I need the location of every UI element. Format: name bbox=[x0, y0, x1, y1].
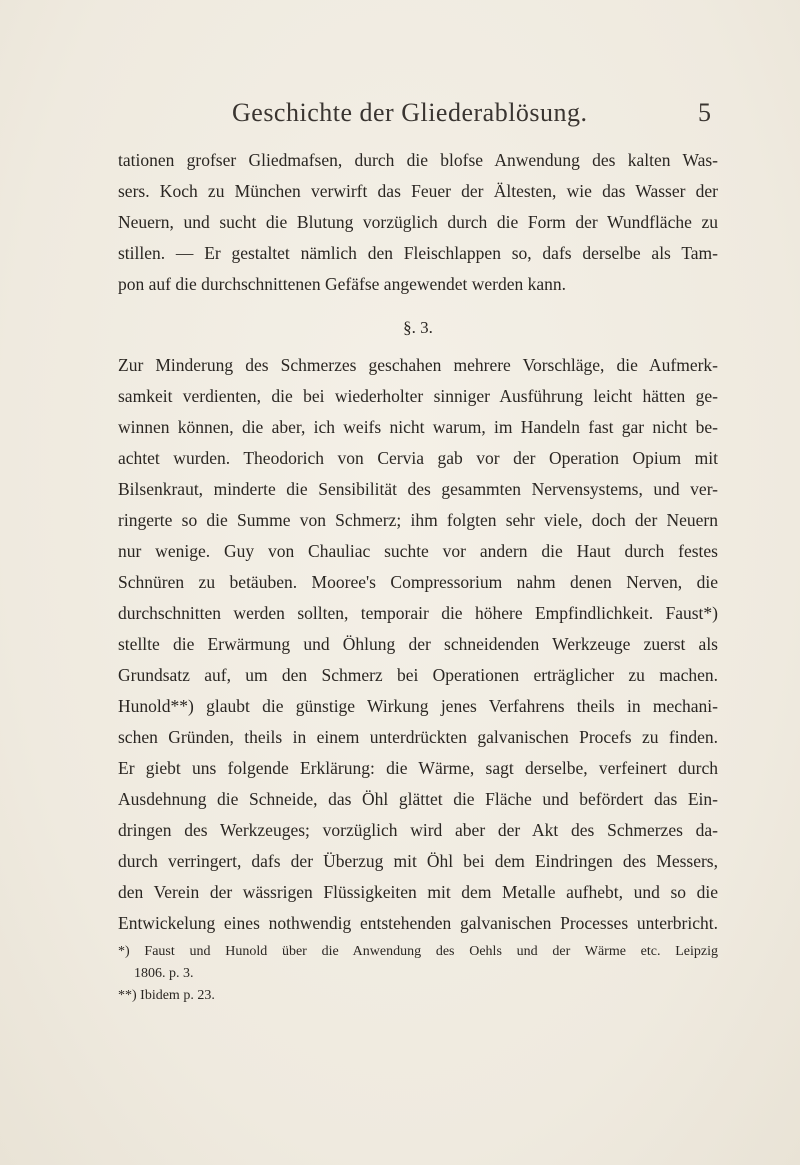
section-heading bbox=[118, 318, 718, 348]
text-line: dringen des Werkzeuges; vorzüglich wird aber der Akt des Schmerzes da- bbox=[118, 820, 718, 840]
text-line: Grundsatz auf, um den Schmerz bei Operationen erträglicher zu machen. bbox=[118, 665, 718, 685]
text-line: stillen. — Er gestaltet nämlich den Fleischlappen so, dafs derselbe als Tam- bbox=[118, 243, 718, 263]
footnote-1-continuation: 1806. p. 3. bbox=[134, 966, 194, 981]
text-line: Er giebt uns folgende Erklärung: die Wärme, sagt derselbe, verfeinert durch bbox=[118, 758, 718, 778]
text-line: durchschnitten werden sollten, temporair die höhere Empfindlichkeit. Faust*) bbox=[118, 603, 718, 623]
text-line: Bilsenkraut, minderte die Sensibilität des gesammten Nervensystems, und ver- bbox=[118, 479, 718, 499]
text-line: nur wenige. Guy von Chauliac suchte vor andern die Haut durch festes bbox=[118, 541, 718, 561]
running-head bbox=[0, 98, 800, 132]
text-line: Ausdehnung die Schneide, das Öhl glättet die Fläche und befördert das Ein- bbox=[118, 789, 718, 809]
text-line: Zur Minderung des Schmerzes geschahen mehrere Vorschläge, die Aufmerk- bbox=[118, 355, 718, 375]
text-line: Entwickelung eines nothwendig entstehenden galvanischen Processes unterbricht. bbox=[118, 913, 718, 933]
text-line: Schnüren zu betäuben. Mooree's Compressorium nahm denen Nerven, die bbox=[118, 572, 718, 592]
text-line: schen Gründen, theils in einem unterdrückten galvanischen Procefs zu finden. bbox=[118, 727, 718, 747]
text-line: den Verein der wässrigen Flüssigkeiten mit dem Metalle aufhebt, und so die bbox=[118, 882, 718, 902]
text-line: ringerte so die Summe von Schmerz; ihm folgten sehr viele, doch der Neuern bbox=[118, 510, 718, 530]
footnote-2: **) Ibidem p. 23. bbox=[118, 988, 215, 1003]
text-line: durch verringert, dafs der Überzug mit Öhl bei dem Eindringen des Messers, bbox=[118, 851, 718, 871]
page-number: 5 bbox=[698, 98, 711, 127]
footnote-1: *) Faust und Hunold über die Anwendung des Oehls und der Wärme etc. Leipzig bbox=[118, 944, 718, 959]
running-title: Geschichte der Gliederablösung. bbox=[232, 98, 588, 127]
section-mark: §. 3. bbox=[403, 318, 433, 337]
text-line: stellte die Erwärmung und Öhlung der schneidenden Werkzeuge zuerst als bbox=[118, 634, 718, 654]
text-line: tationen grofser Gliedmafsen, durch die blofse Anwendung des kalten Was- bbox=[118, 150, 718, 170]
text-line: samkeit verdienten, die bei wiederholter sinniger Ausführung leicht hätten ge- bbox=[118, 386, 718, 406]
text-line: Neuern, und sucht die Blutung vorzüglich durch die Form der Wundfläche zu bbox=[118, 212, 718, 232]
text-line: achtet wurden. Theodorich von Cervia gab vor der Operation Opium mit bbox=[118, 448, 718, 468]
text-line: winnen können, die aber, ich weifs nicht warum, im Handeln fast gar nicht be- bbox=[118, 417, 718, 437]
text-line: sers. Koch zu München verwirft das Feuer der Ältesten, wie das Wasser der bbox=[118, 181, 718, 201]
text-line: pon auf die durchschnittenen Gefäfse angewendet werden kann. bbox=[118, 274, 567, 294]
text-line: Hunold**) glaubt die günstige Wirkung jenes Verfahrens theils in mechani- bbox=[118, 696, 718, 716]
